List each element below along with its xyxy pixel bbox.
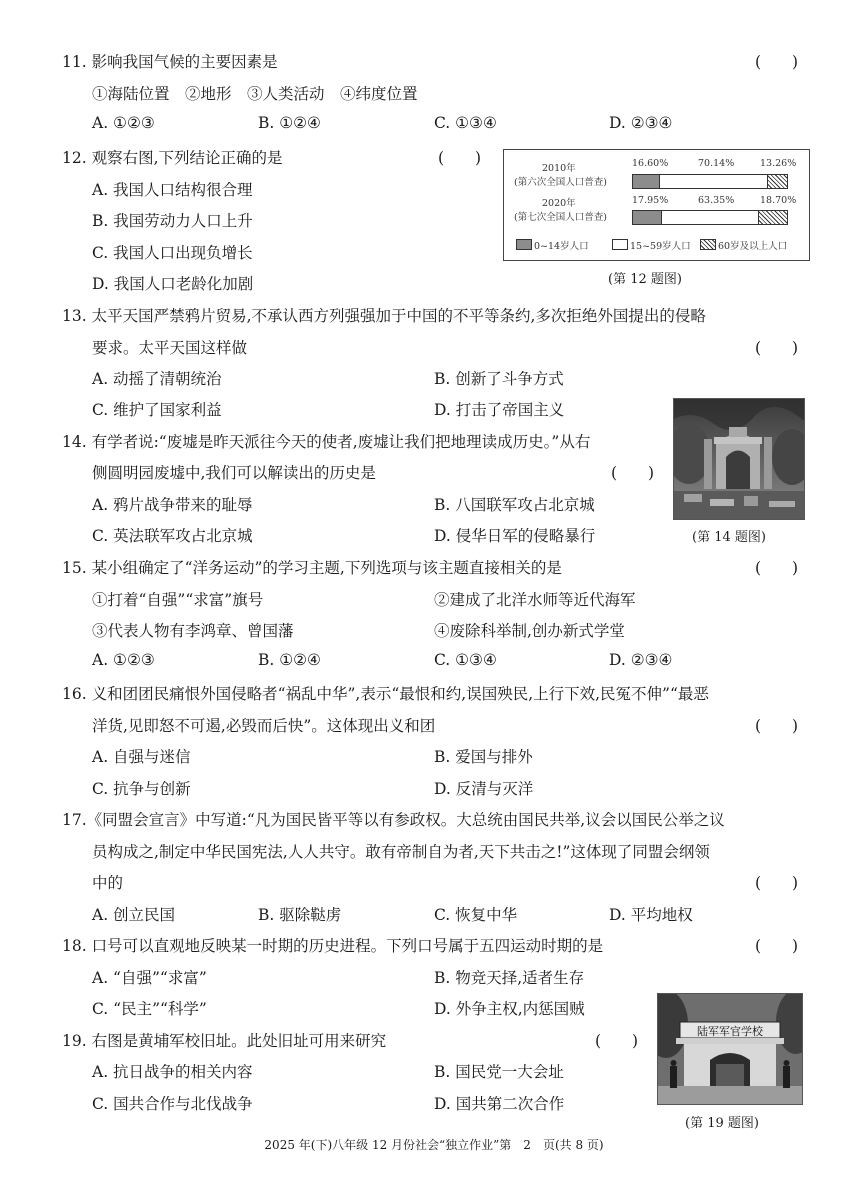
q12-option-c: C. 我国人口出现负增长 [92, 244, 253, 262]
q15-option-a: A. ①②③ [92, 651, 155, 669]
chart-category-2020: 2020年 [542, 198, 576, 209]
q12-option-d: D. 我国人口老龄化加剧 [92, 275, 254, 293]
q18-option-b: B. 物竞天择,适者生存 [434, 969, 585, 987]
q13-option-d: D. 打击了帝国主义 [434, 401, 565, 419]
q17-option-a: A. 创立民国 [92, 906, 176, 924]
q13-option-a: A. 动摇了清朝统治 [92, 370, 222, 388]
q15-item-1: ①打着“自强”“求富”旗号 [92, 591, 264, 609]
figure-14-caption: (第 14 题图) [692, 530, 766, 545]
q18-option-d: D. 外争主权,内惩国贼 [434, 1000, 585, 1018]
label-2010-elderly: 13.26% [760, 158, 797, 169]
q11-option-a: A. ①②③ [92, 114, 155, 132]
q17-option-d: D. 平均地权 [609, 906, 693, 924]
figure-19-caption: (第 19 题图) [685, 1116, 759, 1131]
q14-stem-line1: 14. 有学者说:“废墟是昨天派往今天的使者,废墟让我们把地理读成历史。”从右 [62, 433, 591, 451]
q12-option-b: B. 我国劳动力人口上升 [92, 212, 253, 230]
q13-stem-line1: 13. 太平天国严禁鸦片贸易,不承认西方列强强加于中国的不平等条约,多次拒绝外国提出的侵略 [62, 307, 706, 325]
chart-category-2020-note: (第七次全国人口普查) [514, 212, 607, 223]
q15-option-d: D. ②③④ [609, 651, 673, 669]
bar-2020 [632, 210, 788, 225]
label-2010-young: 16.60% [632, 158, 669, 169]
q12-option-a: A. 我国人口结构很合理 [92, 181, 253, 199]
q19-option-b: B. 国民党一大会址 [434, 1063, 564, 1081]
q15-option-c: C. ①③④ [434, 651, 497, 669]
legend-swatch-young [516, 239, 532, 250]
page-footer: 2025 年(下)八年级 12 月份社会“独立作业”第 2 页(共 8 页) [264, 1138, 604, 1152]
q15-item-2: ②建成了北洋水师等近代海军 [434, 591, 636, 609]
q15-stem: 15. 某小组确定了“洋务运动”的学习主题,下列选项与该主题直接相关的是 [62, 559, 562, 577]
label-2020-working: 63.35% [698, 195, 735, 206]
q17-option-b: B. 驱除鞑虏 [258, 906, 342, 924]
q16-option-c: C. 抗争与创新 [92, 780, 191, 798]
q14-option-d: D. 侵华日军的侵略暴行 [434, 527, 596, 545]
q18-answer-paren: ( ) [755, 937, 799, 955]
q11-stem: 11. 影响我国气候的主要因素是 [62, 53, 278, 71]
population-structure-chart [503, 149, 810, 261]
q16-stem-line2: 洋货,见即怒不可遏,必毁而后快”。这体现出义和团 [92, 717, 436, 735]
q16-stem-line1: 16. 义和团团民痛恨外国侵略者“祸乱中华”,表示“最恨和约,误国殃民,上行下效,民冤不伸”“最恶 [62, 685, 709, 703]
q13-option-c: C. 维护了国家利益 [92, 401, 222, 419]
legend-label-elderly: 60岁及以上人口 [718, 241, 788, 252]
yuanmingyuan-ruins-photo [673, 398, 805, 520]
q17-stem-line1: 17.《同盟会宣言》中写道:“凡为国民皆平等以有参政权。大总统由国民共举,议会以国民公举之议 [62, 811, 725, 829]
q16-answer-paren: ( ) [755, 717, 799, 735]
q19-answer-paren: ( ) [595, 1032, 639, 1050]
q16-option-a: A. 自强与迷信 [92, 748, 191, 766]
q14-option-a: A. 鸦片战争带来的耻辱 [92, 496, 253, 514]
bar-2010 [632, 174, 788, 189]
bar-segment-young-2010 [633, 175, 659, 188]
q19-option-c: C. 国共合作与北伐战争 [92, 1095, 253, 1113]
bar-segment-young-2020 [633, 211, 661, 224]
q19-stem: 19. 右图是黄埔军校旧址。此处旧址可用来研究 [62, 1032, 387, 1050]
q17-stem-line3: 中的 [92, 874, 124, 892]
figure-12-caption: (第 12 题图) [608, 272, 682, 287]
chart-category-2010-note: (第六次全国人口普查) [514, 177, 607, 188]
chart-category-2010: 2010年 [542, 163, 576, 174]
q19-option-a: A. 抗日战争的相关内容 [92, 1063, 253, 1081]
q19-option-d: D. 国共第二次合作 [434, 1095, 565, 1113]
label-2020-young: 17.95% [632, 195, 669, 206]
legend-label-working: 15~59岁人口 [630, 241, 691, 252]
q18-stem: 18. 口号可以直观地反映某一时期的历史进程。下列口号属于五四运动时期的是 [62, 937, 604, 955]
q15-item-4: ④废除科举制,创办新式学堂 [434, 622, 625, 640]
q15-option-b: B. ①②④ [258, 651, 321, 669]
q17-answer-paren: ( ) [755, 874, 799, 892]
q13-option-b: B. 创新了斗争方式 [434, 370, 564, 388]
q11-answer-paren: ( ) [755, 53, 799, 71]
q12-answer-paren: ( ) [438, 149, 482, 167]
bar-segment-working-2010 [659, 175, 767, 188]
q18-option-c: C. “民主”“科学” [92, 1000, 207, 1018]
whampoa-academy-gate-photo [657, 993, 803, 1105]
label-2020-elderly: 18.70% [760, 195, 797, 206]
q18-option-a: A. “自强”“求富” [92, 969, 207, 987]
legend-swatch-working [612, 239, 628, 250]
q14-stem-line2: 侧圆明园废墟中,我们可以解读出的历史是 [92, 464, 376, 482]
q17-stem-line2: 员构成之,制定中华民国宪法,人人共守。敢有帝制自为者,天下共击之!”这体现了同盟会纲领 [92, 843, 710, 861]
label-2010-working: 70.14% [698, 158, 735, 169]
q11-items: ①海陆位置 ②地形 ③人类活动 ④纬度位置 [92, 85, 418, 103]
legend-swatch-elderly [700, 239, 716, 250]
bar-segment-elderly-2020 [758, 211, 787, 224]
gate-sign-text: 陆军军官学校 [697, 1025, 763, 1038]
q13-stem-line2: 要求。太平天国这样做 [92, 339, 248, 357]
q15-answer-paren: ( ) [755, 559, 799, 577]
q14-option-c: C. 英法联军攻占北京城 [92, 527, 253, 545]
q14-option-b: B. 八国联军攻占北京城 [434, 496, 595, 514]
q11-option-d: D. ②③④ [609, 114, 673, 132]
q16-option-d: D. 反清与灭洋 [434, 780, 534, 798]
q11-option-b: B. ①②④ [258, 114, 321, 132]
q11-option-c: C. ①③④ [434, 114, 497, 132]
q17-option-c: C. 恢复中华 [434, 906, 518, 924]
q14-answer-paren: ( ) [611, 464, 655, 482]
bar-segment-elderly-2010 [767, 175, 787, 188]
bar-segment-working-2020 [661, 211, 759, 224]
q15-item-3: ③代表人物有李鸿章、曾国藩 [92, 622, 294, 640]
legend-label-young: 0~14岁人口 [534, 241, 589, 252]
q12-stem: 12. 观察右图,下列结论正确的是 [62, 149, 283, 167]
q13-answer-paren: ( ) [755, 339, 799, 357]
q16-option-b: B. 爱国与排外 [434, 748, 533, 766]
